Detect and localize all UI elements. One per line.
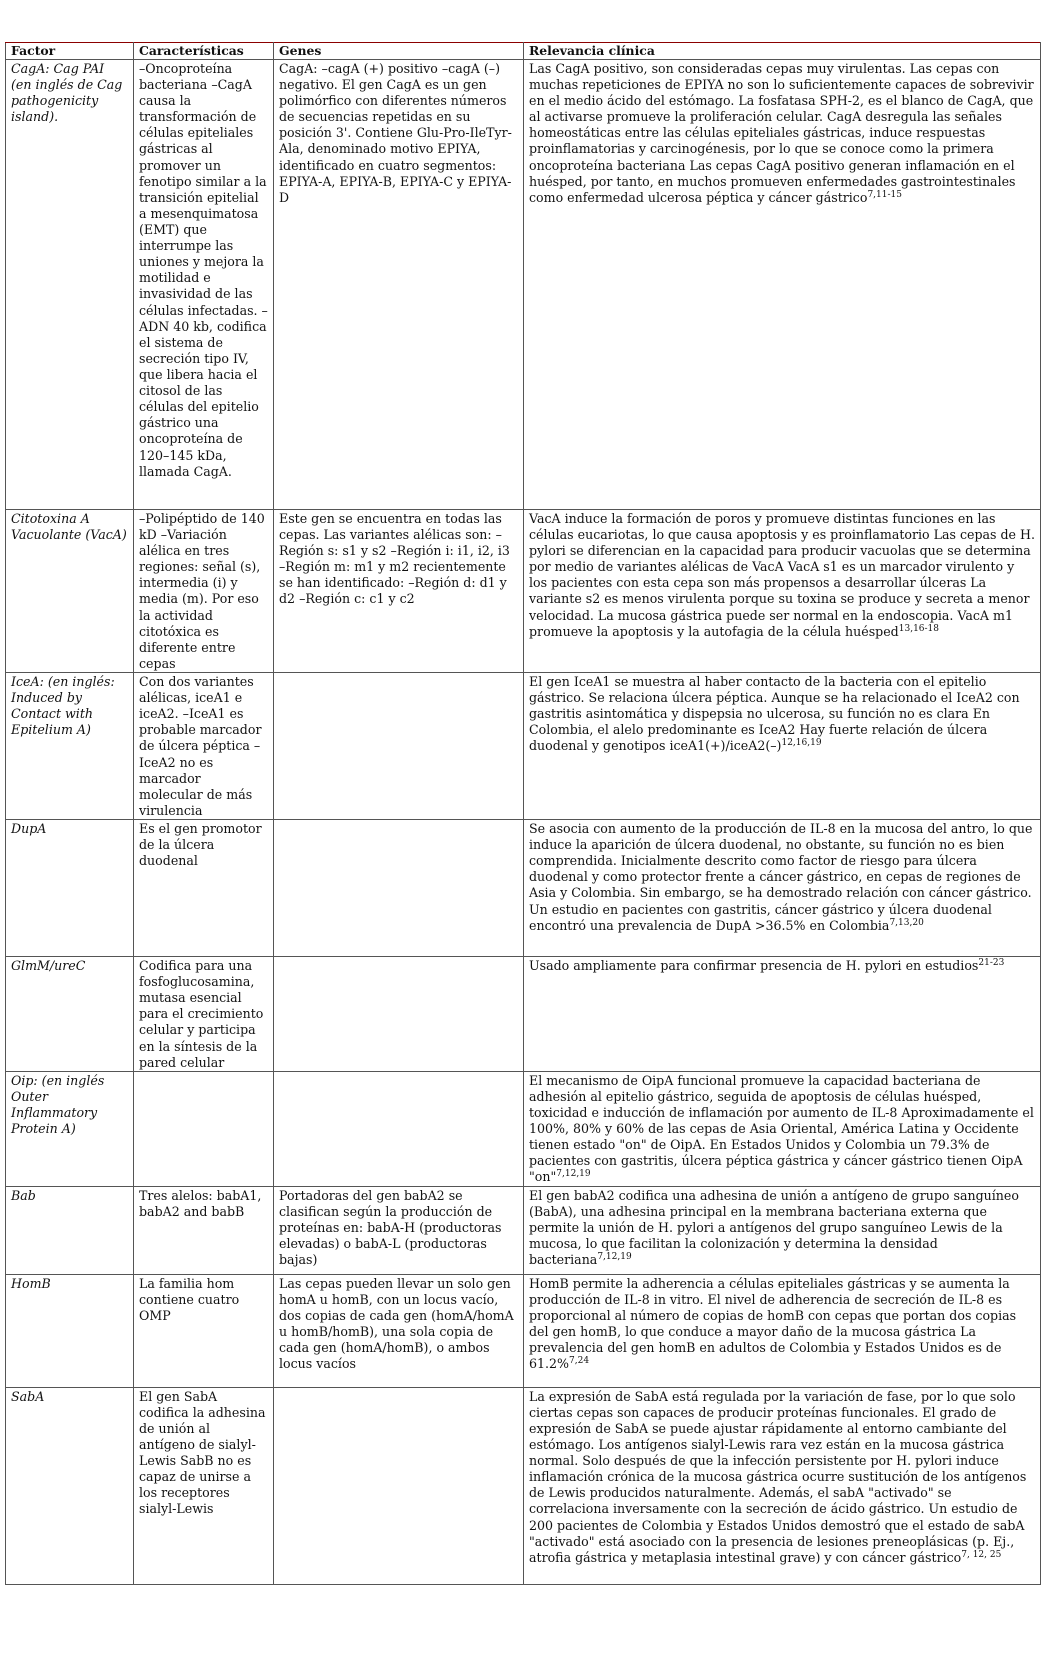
caracteristicas-cell [134, 59, 274, 509]
reference-superscript: 7,24 [569, 1356, 590, 1367]
caracteristicas-cell-text: –Polipéptido de 140 kD –Variación alélica en tres regiones: señal (s), intermedia (i) y media (m). Por eso la actividad citotóxica es diferente entre cepas [139, 510, 265, 671]
table-body [6, 59, 1041, 1584]
relevancia-cell [524, 509, 1041, 672]
caracteristicas-cell [134, 1387, 274, 1584]
table-row [6, 956, 1041, 1071]
relevancia-cell-text: Usado ampliamente para confirmar presencia de H. pylori en estudios [529, 958, 979, 974]
factor-cell [6, 1071, 134, 1186]
factor-cell-text: GlmM/ureC [11, 957, 86, 973]
genes-cell-text: CagA: –cagA (+) positivo –cagA (–) negativo. El gen CagA es un gen polimórfico con diferentes números de secuencias repetidas en su posición 3'. Contiene Glu-Pro-IleTyr-Ala, denominado motivo EPIYA, identificado en cuatro segmentos: EPIYA-A, EPIYA-B, EPIYA-C y EPIYA-D [279, 60, 512, 205]
relevancia-cell-text: El mecanismo de OipA funcional promueve la capacidad bacteriana de adhesión al epitelio gástrico, seguida de apoptosis de células huésped, toxicidad e inducción de inflamación por aumento de IL-8 Aproximadamente el 100%, 80% y 60% de las cepas de Asia Oriental, América Latina y Occidente tienen estado "on" de OipA. En Estados Unidos y Colombia un 79.3% de pacientes con gastritis, úlcera péptica gástrica y cáncer gástrico tienen OipA "on" [529, 1072, 1034, 1185]
factor-cell [6, 819, 134, 956]
reference-superscript: 21-23 [978, 957, 1005, 968]
table-row [6, 672, 1041, 819]
caracteristicas-cell-text: El gen SabA codifica la adhesina de unión al antígeno de sialyl-Lewis SabB no es capaz de unirse a los receptores sialyl-Lewis [139, 1388, 266, 1517]
factor-cell [6, 672, 134, 819]
relevancia-cell-text: Se asocia con aumento de la producción de IL-8 en la mucosa del antro, lo que induce la aparición de úlcera duodenal, no obstante, su función no es bien comprendida. Inicialmente descrito como factor de riesgo para úlcera duodenal y como protector frente a cáncer gástrico, en cepas de regiones de Asia y Colombia. Sin embargo, se ha demostrado relación con cáncer gástrico. Un estudio en pacientes con gastritis, cáncer gástrico y úlcera duodenal encontró una prevalencia de DupA >36.5% en Colombia [529, 820, 1033, 933]
header-caracteristicas: Características [134, 43, 274, 60]
relevancia-cell-text: VacA induce la formación de poros y promueve distintas funciones en las células eucariotas, lo que causa apoptosis y es proinflamatorio Las cepas de H. pylori se diferencian en la capacidad para producir vacuolas que se determina por medio de variantes alélicas de VacA VacA s1 es un marcador virulento y los pacientes con esta cepa son más propensos a desarrollar úlceras La variante s2 es menos virulenta porque su toxina se produce y secreta a menor velocidad. La mucosa gástrica puede ser normal en la endoscopia. VacA m1 promueve la apoptosis y la autofagia de la célula huésped [529, 510, 1036, 639]
header-factor: Factor [6, 43, 134, 60]
reference-superscript: 7,13,20 [889, 917, 924, 928]
relevancia-cell [524, 1071, 1041, 1186]
relevancia-cell [524, 956, 1041, 1071]
genes-cell [274, 956, 524, 1071]
header-genes: Genes [274, 43, 524, 60]
caracteristicas-cell-text: La familia hom contiene cuatro OMP [139, 1275, 240, 1323]
reference-superscript: 7,12,19 [597, 1252, 632, 1263]
factor-cell [6, 1186, 134, 1274]
table-row [6, 819, 1041, 956]
factor-cell-text: Oip: (en inglés Outer Inflammatory Protein A) [11, 1072, 105, 1137]
factor-cell [6, 509, 134, 672]
factor-cell-text: Bab [11, 1187, 36, 1203]
table-header [6, 43, 1041, 60]
caracteristicas-cell [134, 509, 274, 672]
factor-cell-text: CagA: Cag PAI (en inglés de Cag pathogenicity island). [11, 60, 123, 125]
relevancia-cell-text: HomB permite la adherencia a células epiteliales gástricas y se aumenta la producción de IL-8 in vitro. El nivel de adherencia de secreción de IL-8 es proporcional al número de copias de homB con cepas que portan dos copias del gen homB, lo que conduce a mayor daño de la mucosa gástrica La prevalencia del gen homB en adultos de Colombia y Estados Unidos es de 61.2% [529, 1275, 1017, 1372]
table-row [6, 1387, 1041, 1584]
relevancia-cell-text: Las CagA positivo, son consideradas cepas muy virulentas. Las cepas con muchas repeticiones de EPIYA no son lo suficientemente capaces de sobrevivir en el medio ácido del estómago. La fosfatasa SPH-2, es el blanco de CagA, que al activarse promueve la proliferación celular. CagA desregula las señales homeostáticas entre las células epiteliales gástricas, induce respuestas proinflamatorias y carcinogénesis, por lo que se conoce como la primera oncoproteína bacteriana Las cepas CagA positivo generan inflamación en el huésped, por tanto, en muchos promueven enfermedades gastrointestinales como enfermedad ulcerosa péptica y cáncer gástrico [529, 60, 1034, 205]
factor-cell-text: HomB [11, 1275, 51, 1291]
relevancia-cell-text: El gen IceA1 se muestra al haber contacto de la bacteria con el epitelio gástrico. Se relaciona úlcera péptica. Aunque se ha relacionado el IceA2 con gastritis asintomática y dispepsia no ulcerosa, su función no es clara En Colombia, el alelo predominante es IceA2 Hay fuerte relación de úlcera duodenal y genotipos iceA1(+)/iceA2(–) [529, 673, 1020, 754]
genes-cell [274, 1274, 524, 1387]
genes-cell [274, 672, 524, 819]
genes-cell [274, 1387, 524, 1584]
caracteristicas-cell-text: –Oncoproteína bacteriana –CagA causa la transformación de células epiteliales gástricas al promover un fenotipo similar a la transición epitelial a mesenquimatosa (EMT) que interrumpe las uniones y mejora la motilidad e invasividad de las células infectadas. – ADN 40 kb, codifica el sistema de secreción tipo IV, que libera hacia el citosol de las células del epitelio gástrico una oncoproteína de 120–145 kDa, llamada CagA. [139, 60, 268, 479]
relevancia-cell [524, 1387, 1041, 1584]
relevancia-cell [524, 1274, 1041, 1387]
caracteristicas-cell-text: Es el gen promotor de la úlcera duodenal [139, 820, 262, 869]
caracteristicas-cell [134, 672, 274, 819]
factor-cell-text: DupA [11, 820, 47, 836]
genes-cell-text: Este gen se encuentra en todas las cepas. Las variantes alélicas son: –Región s: s1 y s2 –Región i: i1, i2, i3 –Región m: m1 y m2 recientemente se han identificado: –Región d: d1 y d2 –Región c: c1 y c2 [279, 510, 510, 607]
table-row [6, 1274, 1041, 1387]
genes-cell-text: Portadoras del gen babA2 se clasifican según la producción de proteínas en: babA-H (productoras elevadas) o babA-L (productoras bajas) [279, 1187, 502, 1268]
caracteristicas-cell [134, 1071, 274, 1186]
caracteristicas-cell [134, 819, 274, 956]
relevancia-cell [524, 672, 1041, 819]
relevancia-cell-text: El gen babA2 codifica una adhesina de unión a antígeno de grupo sanguíneo (BabA), una adhesina principal en la membrana bacteriana externa que permite la unión de H. pylori a antígenos del grupo sanguíneo Lewis de la mucosa, lo que facilitan la colonización y determina la densidad bacteriana [529, 1187, 1019, 1268]
caracteristicas-cell-text: Codifica para una fosfoglucosamina, mutasa esencial para el crecimiento celular y participa en la síntesis de la pared celular [139, 957, 264, 1070]
reference-superscript: 7,12,19 [556, 1169, 591, 1180]
caracteristicas-cell [134, 1186, 274, 1274]
virulence-factors-table [5, 42, 1041, 1585]
header-relevancia: Relevancia clínica [524, 43, 1041, 60]
reference-superscript: 7,11-15 [867, 189, 902, 200]
caracteristicas-cell [134, 1274, 274, 1387]
genes-cell-text: Las cepas pueden llevar un solo gen homA u homB, con un locus vacío, dos copias de cada gen (homA/homA u homB/homB), una sola copia de cada gen (homA/homB), o ambos locus vacíos [279, 1275, 514, 1372]
factor-cell [6, 1274, 134, 1387]
reference-superscript: 7, 12, 25 [961, 1549, 1002, 1560]
factor-cell-text: SabA [11, 1388, 45, 1404]
genes-cell [274, 59, 524, 509]
genes-cell [274, 509, 524, 672]
factor-cell-text: Citotoxina A Vacuolante (VacA) [11, 510, 127, 542]
factor-cell [6, 956, 134, 1071]
factor-cell [6, 59, 134, 509]
reference-superscript: 12,16,19 [781, 738, 822, 749]
genes-cell [274, 1186, 524, 1274]
table-row [6, 1186, 1041, 1274]
genes-cell [274, 1071, 524, 1186]
factor-cell-text: IceA: (en inglés: Induced by Contact with Epitelium A) [11, 673, 115, 738]
relevancia-cell [524, 819, 1041, 956]
caracteristicas-cell [134, 956, 274, 1071]
genes-cell [274, 819, 524, 956]
table-row [6, 1071, 1041, 1186]
relevancia-cell [524, 1186, 1041, 1274]
table-row [6, 59, 1041, 509]
table-row [6, 509, 1041, 672]
caracteristicas-cell-text: Tres alelos: babA1, babA2 and babB [139, 1187, 262, 1219]
factor-cell [6, 1387, 134, 1584]
reference-superscript: 13,16-18 [898, 623, 940, 634]
relevancia-cell [524, 59, 1041, 509]
caracteristicas-cell-text: Con dos variantes alélicas, iceA1 e iceA2. –IceA1 es probable marcador de úlcera péptica –IceA2 no es marcador molecular de más virulencia [139, 673, 262, 818]
relevancia-cell-text: La expresión de SabA está regulada por la variación de fase, por lo que solo ciertas cepas son capaces de producir proteínas funcionales. El grado de expresión de SabA se puede ajustar rápidamente al entorno cambiante del estómago. Los antígenos sialyl-Lewis rara vez están en la mucosa gástrica normal. Solo después de que la infección persistente por H. pylori induce inflamación crónica de la mucosa gástrica ocurre sustitución de los antígenos de Lewis producidos naturalmente. Además, el sabA "activado" se correlaciona inversamente con la secreción de ácido gástrico. Un estudio de 200 pacientes de Colombia y Estados Unidos demostró que el estado de sabA "activado" está asociado con la presencia de lesiones preneoplásicas (p. Ej., atrofia gástrica y metaplasia intestinal grave) y con cáncer gástrico [529, 1388, 1027, 1565]
